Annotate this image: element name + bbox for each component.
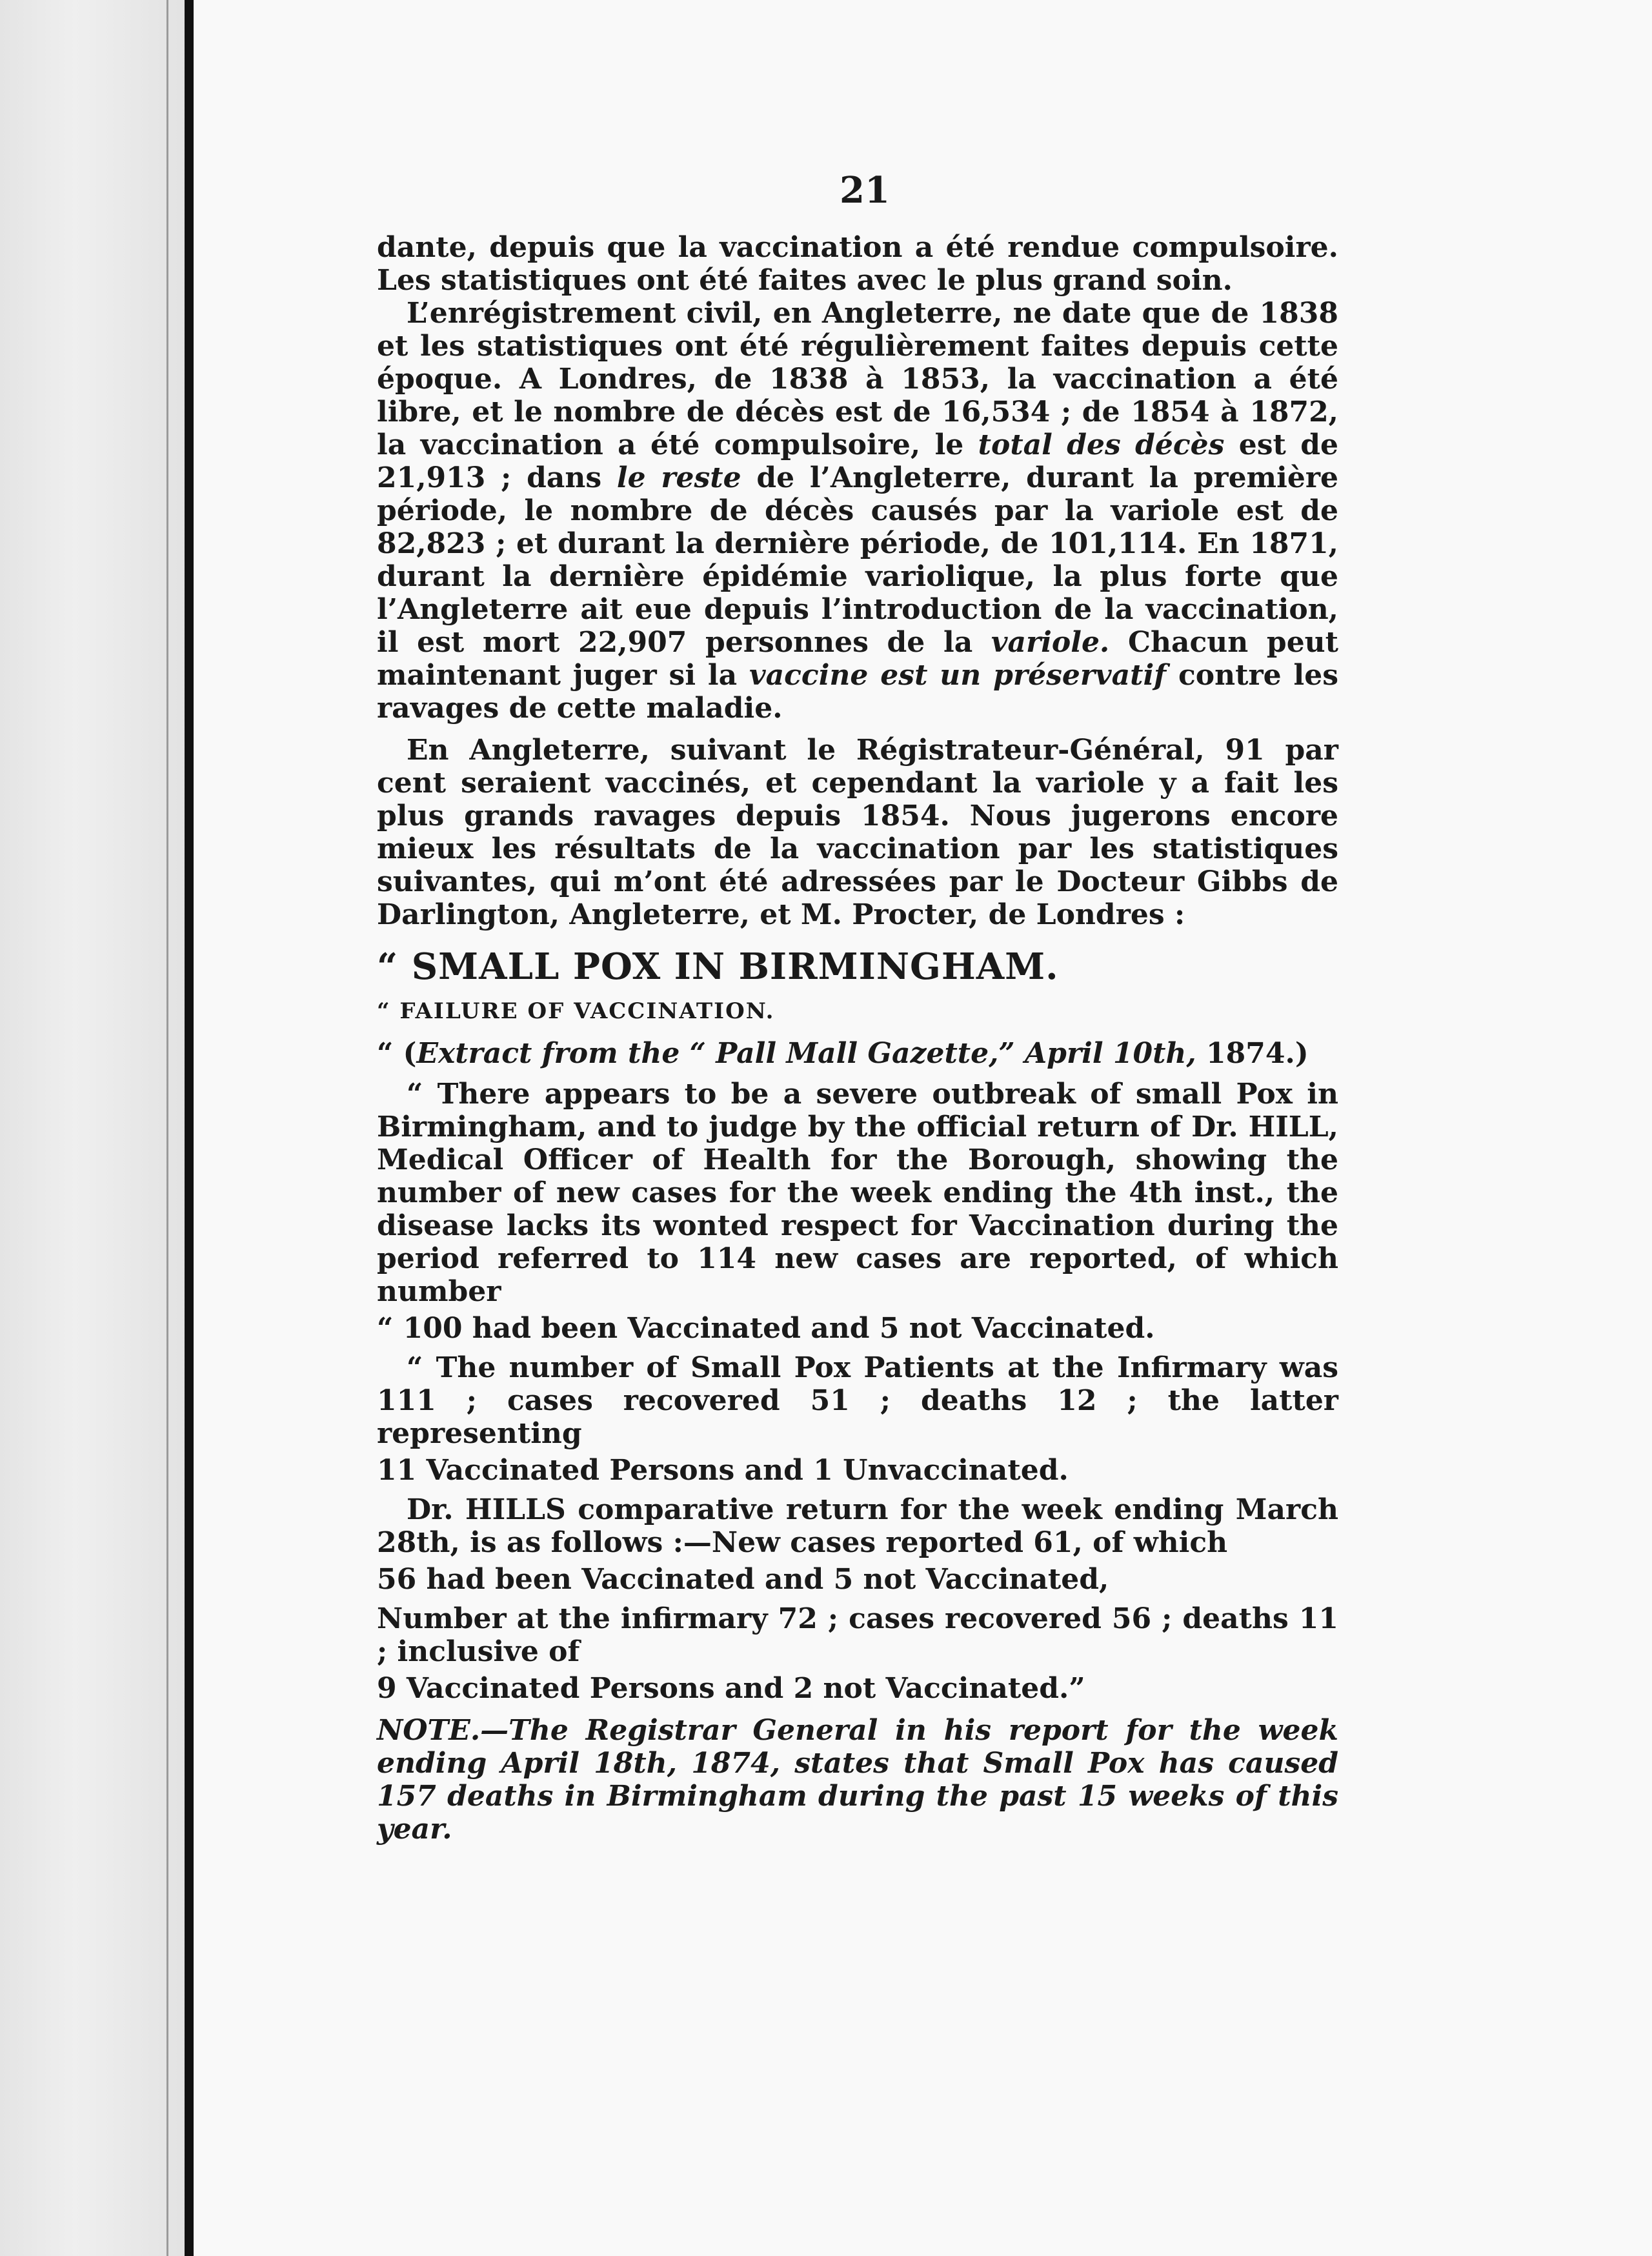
- registrar-note: NOTE.—The Registrar General in his report for the week ending April 18th, 1874, states that Small Pox has caused 157 deaths in Birmingham during the past 15 weeks of this year.: [377, 1714, 1338, 1846]
- paragraph-registration: [377, 297, 1338, 725]
- report-figure-line: 11 Vaccinated Persons and 1 Unvaccinated.: [377, 1454, 1069, 1487]
- text-run: 1874.): [1196, 1037, 1309, 1070]
- italic-text: vaccine est un préservatif: [749, 659, 1167, 692]
- margin-mark: [185, 173, 191, 187]
- italic-text: variole.: [991, 626, 1110, 659]
- margin-mark: [185, 1709, 191, 1724]
- report-paragraph: “ The number of Small Pox Patients at the Infirmary was 111 ; cases recovered 51 ; deaths 12 ; the latter representing: [377, 1351, 1338, 1450]
- margin-mark: [185, 1737, 191, 1751]
- text-run: est de 21,913 ; dans: [377, 428, 1338, 494]
- binding-edge: [185, 0, 194, 2256]
- margin-mark: [185, 767, 191, 778]
- report-figure-line: 56 had been Vaccinated and 5 not Vaccinated,: [377, 1563, 1109, 1596]
- italic-text: le reste: [616, 461, 741, 494]
- italic-text: Extract from the “ Pall Mall Gazette,” April 10th,: [416, 1037, 1196, 1070]
- report-paragraph: Dr. HILLS comparative return for the week ending March 28th, is as follows :—New cases reported 61, of which: [377, 1493, 1338, 1559]
- extract-source: [377, 1037, 1338, 1070]
- section-heading: “ SMALL POX IN BIRMINGHAM.: [377, 945, 1059, 988]
- report-figure-line: “ 100 had been Vaccinated and 5 not Vaccinated.: [377, 1312, 1155, 1345]
- text-run: de l’Angleterre, durant la première période, le nombre de décès causés par la variole est de 82,823 ; et durant la dernière période, de 101,114. En 1871, durant la dernière épidémie variolique, la plus forte que l’Angleterre ait eue depuis l’introduction de la vaccination, il est mort 22,907 personnes de la: [377, 461, 1339, 659]
- report-paragraph: Number at the infirmary 72 ; cases recovered 56 ; deaths 11 ; inclusive of: [377, 1602, 1338, 1668]
- left-page-margin: [0, 0, 188, 2256]
- text-run: L’enrégistrement civil, en Angleterre, ne date que de 1838 et les statistiques ont été régulièrement faites depuis cette époque. A Londres, de 1838 à 1853, la vaccination a été libre, et le nombre de décès est de 16,534 ; de 1854 à 1872, la vaccination a été compulsoire, le: [377, 297, 1338, 461]
- paragraph-continuation: dante, depuis que la vaccination a été rendue compulsoire. Les statistiques ont été faites avec le plus grand soin.: [377, 231, 1338, 297]
- section-subheading: “ FAILURE OF VACCINATION.: [377, 998, 775, 1024]
- paragraph-statistics-intro: En Angleterre, suivant le Régistrateur-Général, 91 par cent seraient vaccinés, et cependant la variole y a fait les plus grands ravages depuis 1854. Nous jugerons encore mieux les résultats de la vaccination par les statistiques suivantes, qui m’ont été adressées par le Docteur Gibbs de Darlington, Angleterre, et M. Procter, de Londres :: [377, 734, 1338, 931]
- margin-mark: [185, 1677, 191, 1692]
- text-run: “ (: [377, 1037, 417, 1070]
- page-fold-line: [166, 0, 168, 2256]
- report-paragraph: “ There appears to be a severe outbreak of small Pox in Birmingham, and to judge by the official return of Dr. HILL, Medical Officer of Health for the Borough, showing the number of new cases for the week ending the 4th inst., the disease lacks its wonted respect for Vaccination during the period referred to 114 new cases are reported, of which number: [377, 1078, 1338, 1308]
- text-run: Chacun peut maintenant juger si la: [377, 626, 1338, 692]
- page-number: 21: [840, 169, 890, 212]
- report-figure-line: 9 Vaccinated Persons and 2 not Vaccinated.”: [377, 1672, 1085, 1705]
- text-run: contre les ravages de cette maladie.: [377, 659, 1338, 725]
- italic-text: total des décès: [978, 428, 1225, 461]
- page-text: [377, 231, 1338, 1846]
